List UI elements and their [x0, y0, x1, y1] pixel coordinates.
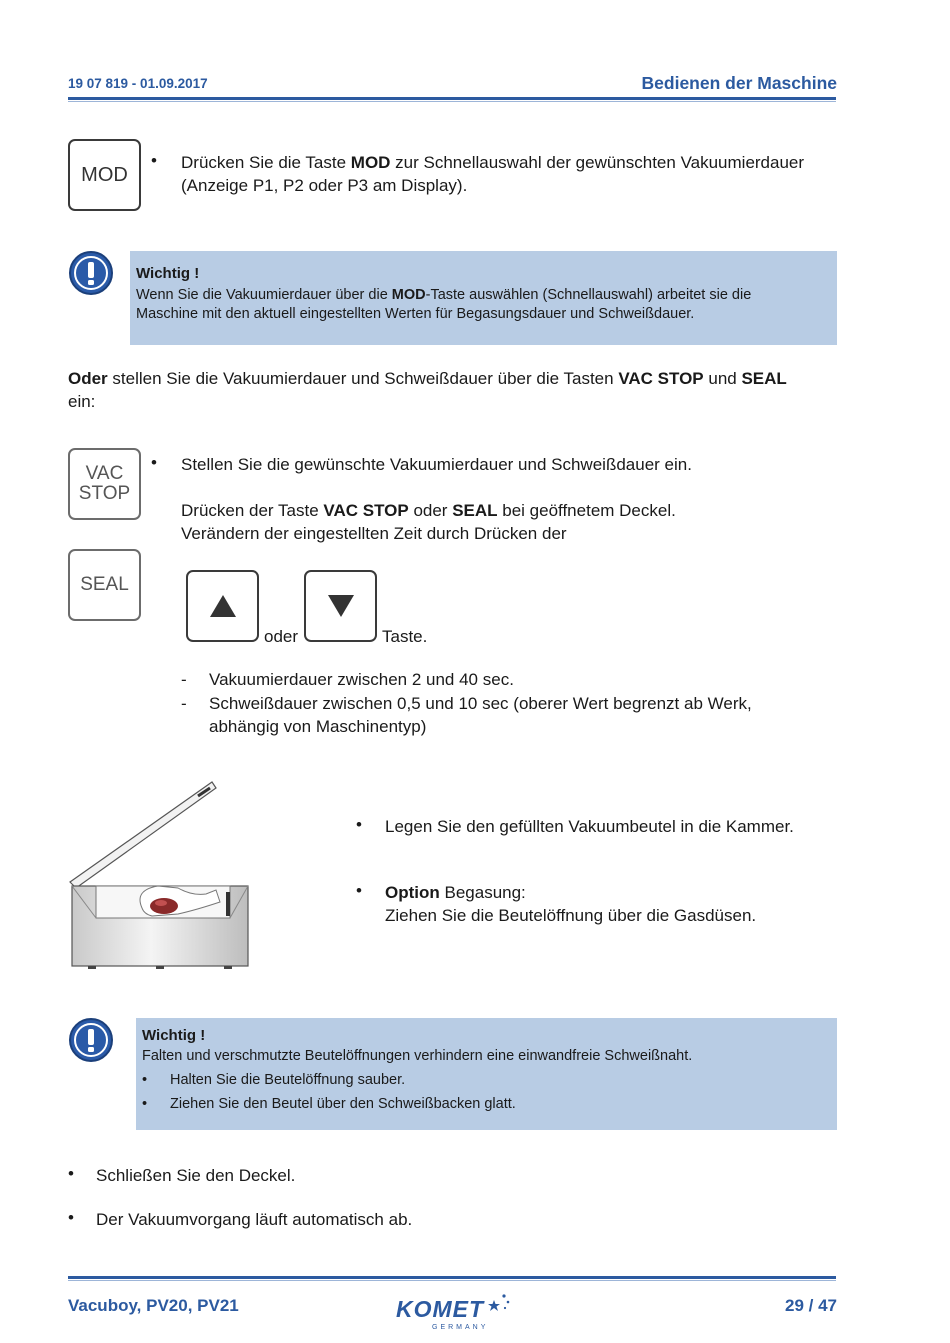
mod-key-icon: MOD [68, 139, 141, 211]
note-body: Wenn Sie die Vakuumierdauer über die MOD-Taste auswählen (Schnellauswahl) arbeitet sie die Maschine mit den aktuell eingestellten Werten für Begasungsdauer und Schweißdauer. [136, 287, 752, 322]
step2-press-text: Drücken der Taste VAC STOP oder SEAL bei geöffnetem Deckel. Verändern der eingestellten Zeit durch Drücken der [181, 501, 676, 543]
arrow-up-key-icon [186, 570, 259, 642]
section-title: Bedienen der Maschine [641, 73, 837, 93]
dash-icon: - [181, 694, 187, 713]
oder-label: oder [264, 627, 299, 646]
note-title: Wichtig ! [136, 265, 200, 282]
step3-bullet-2: Option Begasung: Ziehen Sie die Beutelöffnung über die Gasdüsen. [385, 883, 757, 925]
bullet-icon: • [151, 453, 157, 472]
note-title: Wichtig ! [142, 1027, 206, 1044]
bullet-icon: • [68, 1164, 74, 1183]
komet-logo: KOMET GERMANY [396, 1290, 516, 1334]
footer-rule [68, 1276, 836, 1279]
doc-id: 19 07 819 - 01.09.2017 [68, 76, 208, 91]
step1-text: Drücken Sie die Taste MOD zur Schnellauswahl der gewünschten Vakuumierdauer (Anzeige P1, P2 oder P3 am Display). [181, 153, 805, 195]
page-number: 29 / 47 [785, 1296, 837, 1315]
important-note-2 [136, 1018, 837, 1130]
step2-bullet-text: Stellen Sie die gewünschte Vakuumierdauer und Schweißdauer ein. [181, 455, 692, 474]
note-list-item: • Halten Sie die Beutelöffnung sauber. [142, 1072, 406, 1088]
footer-model: Vacuboy, PV20, PV21 [68, 1296, 239, 1315]
seal-key-icon: SEAL [68, 549, 141, 621]
bullet-icon: • [151, 151, 157, 170]
dash-item-1: Vakuumierdauer zwischen 2 und 40 sec. [209, 670, 514, 689]
vac-stop-key-icon: VAC STOP [68, 448, 141, 520]
important-icon [69, 1018, 113, 1062]
header-rule-thin [68, 101, 836, 102]
important-icon [69, 251, 113, 295]
note-list-item: • Ziehen Sie den Beutel über den Schweißbacken glatt. [142, 1096, 516, 1112]
vacuum-machine-illustration [66, 778, 256, 972]
dash-item-2: Schweißdauer zwischen 0,5 und 10 sec (oberer Wert begrenzt ab Werk, abhängig von Maschinentyp) [209, 694, 752, 736]
bullet-icon: • [356, 815, 362, 834]
arrow-down-key-icon [304, 570, 377, 642]
header-rule [68, 97, 836, 100]
final-bullet-2: Der Vakuumvorgang läuft automatisch ab. [96, 1210, 413, 1229]
taste-label: Taste. [382, 627, 428, 646]
step3-bullet-1: Legen Sie den gefüllten Vakuumbeutel in die Kammer. [385, 817, 794, 836]
note-body: Falten und verschmutzte Beutelöffnungen verhindern eine einwandfreie Schweißnaht. [142, 1048, 693, 1064]
final-bullet-1: Schließen Sie den Deckel. [96, 1166, 296, 1185]
bullet-icon: • [356, 881, 362, 900]
dash-icon: - [181, 670, 187, 689]
footer-rule-thin [68, 1280, 836, 1281]
bullet-icon: • [68, 1208, 74, 1227]
important-note [130, 251, 837, 345]
or-paragraph: Oder stellen Sie die Vakuumierdauer und Schweißdauer über die Tasten VAC STOP und SEAL ein: [68, 369, 787, 411]
